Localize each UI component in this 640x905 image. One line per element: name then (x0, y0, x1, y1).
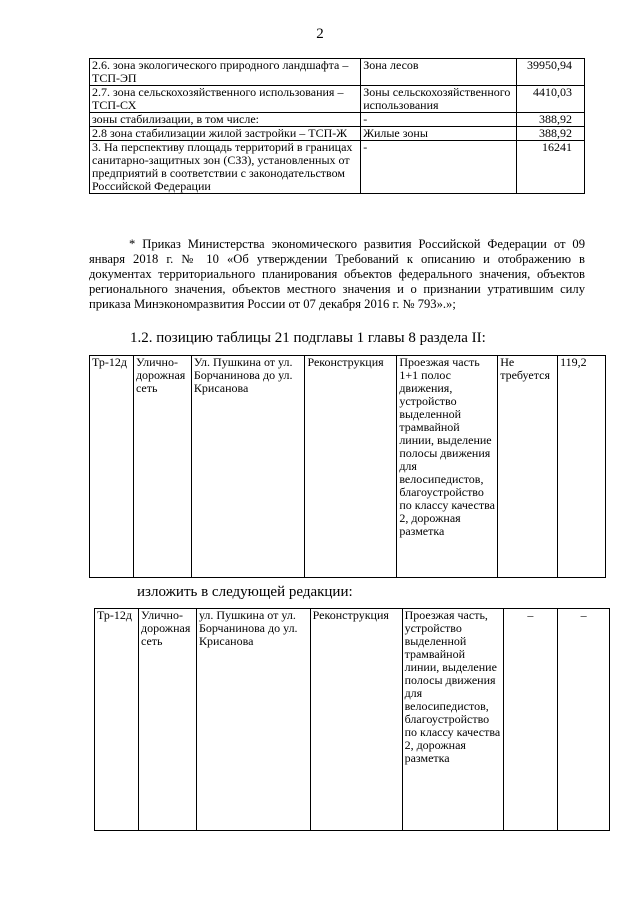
zone-type-cell: Жилые зоны (361, 127, 517, 141)
section-heading: изложить в следующей редакции: (137, 584, 353, 600)
table-row (90, 356, 606, 578)
zone-name-cell: 2.7. зона сельскохозяйственного использования – ТСП-СХ (90, 86, 361, 113)
area-value-cell: 16241 (517, 141, 585, 194)
area-value-cell: 39950,94 (517, 59, 585, 86)
table-row (90, 141, 585, 194)
section-heading: 1.2. позицию таблицы 21 подглавы 1 главы 8 раздела II: (130, 330, 486, 346)
zone-type-cell: - (361, 113, 517, 127)
table-row (90, 59, 585, 86)
code-cell: Тр-12д (95, 609, 139, 831)
area-value-cell: 4410,03 (517, 86, 585, 113)
location-cell: Ул. Пушкина от ул. Борчанинова до ул. Крисанова (191, 356, 305, 578)
table-row (90, 86, 585, 113)
description-cell: Проезжая часть, устройство выделенной трамвайной линии, выделение полосы движения для велосипедистов, благоустройство по классу качества 2, дорожная разметка (402, 609, 503, 831)
zone-name-cell: 2.6. зона экологического природного ландшафта – ТСП-ЭП (90, 59, 361, 86)
zones-table (89, 58, 585, 194)
object-type-cell: Улично-дорожная сеть (133, 356, 191, 578)
description-cell: Проезжая часть 1+1 полос движения, устройство выделенной трамвайной линии, выделение полосы движения для велосипедистов, благоустройство по классу качества 2, дорожная разметка (397, 356, 498, 578)
table-row (95, 609, 610, 831)
value-cell: – (558, 609, 610, 831)
zone-name-cell: 3. На перспективу площадь территорий в границах санитарно-защитных зон (СЗЗ), установленных от предприятий в соответствии с законодательством Российской Федерации (90, 141, 361, 194)
requirement-cell: – (503, 609, 558, 831)
new-position-table (94, 608, 610, 831)
zone-type-cell: Зоны сельскохозяйственного использования (361, 86, 517, 113)
footnote (89, 237, 585, 312)
location-cell: ул. Пушкина от ул. Борчанинова до ул. Крисанова (196, 609, 310, 831)
page-number: 2 (316, 26, 324, 42)
zone-type-cell: Зона лесов (361, 59, 517, 86)
footnote-text: * Приказ Министерства экономического развития Российской Федерации от 09 января 2018 г. № 10 «Об утверждении Требований к описанию и отображению в документах территориального планирования объектов федерального значения, объектов регионального значения, объектов местного значения и о признании утратившим силу приказа Минэкономразвития России от 07 декабря 2016 г. № 793».»; (89, 237, 585, 311)
code-cell: Тр-12д (90, 356, 134, 578)
area-value-cell: 388,92 (517, 113, 585, 127)
table-row (90, 113, 585, 127)
old-position-table (89, 355, 606, 578)
object-type-cell: Улично-дорожная сеть (138, 609, 196, 831)
area-value-cell: 388,92 (517, 127, 585, 141)
requirement-cell: Не требуется (498, 356, 558, 578)
work-type-cell: Реконструкция (310, 609, 402, 831)
work-type-cell: Реконструкция (305, 356, 397, 578)
zone-type-cell: - (361, 141, 517, 194)
zone-name-cell: 2.8 зона стабилизации жилой застройки – ТСП-Ж (90, 127, 361, 141)
table-row (90, 127, 585, 141)
value-cell: 119,2 (558, 356, 606, 578)
zone-name-cell: зоны стабилизации, в том числе: (90, 113, 361, 127)
